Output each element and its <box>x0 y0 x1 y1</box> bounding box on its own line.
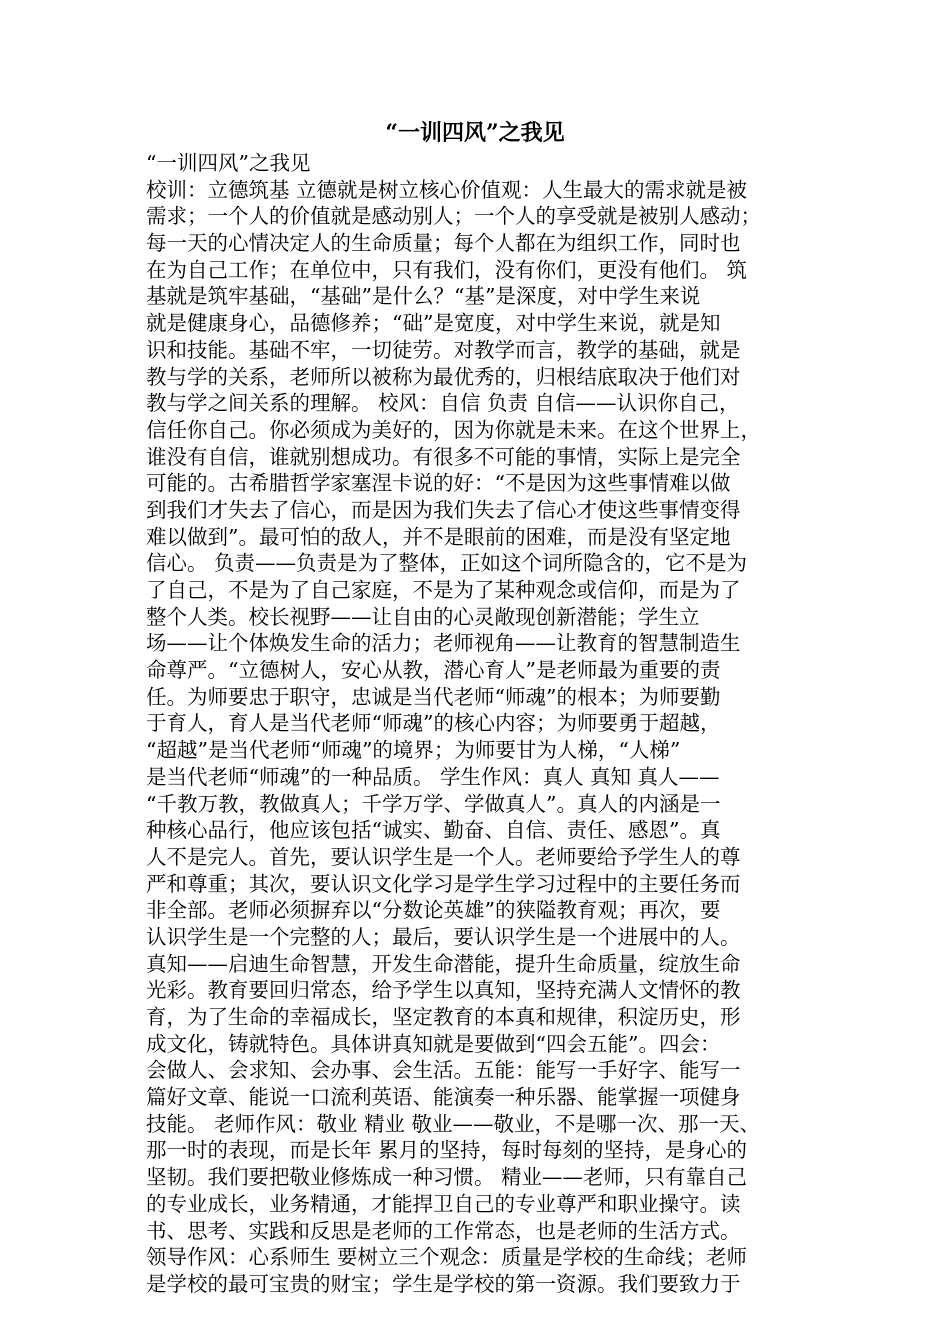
body-line: 篇好文章、能说一口流利英语、能演奏一种乐器、能掌握一项健身 <box>146 1085 741 1110</box>
body-line: 育，为了生命的幸福成长，坚定教育的本真和规律，积淀历史，形 <box>146 1005 741 1029</box>
body-line: 会做人、会求知、会办事、会生活。五能：能写一手好字、能写一 <box>146 1058 741 1083</box>
body-line: 成文化，铸就特色。具体讲真知就是要做到“四会五能”。四会： <box>146 1031 721 1056</box>
body-line: 任。为师要忠于职守，忠诚是当代老师“师魂”的根本；为师要勤 <box>146 684 721 709</box>
body-line: 的专业成长，业务精通，才能捍卫自己的专业尊严和职业操守。读 <box>146 1191 741 1216</box>
body-line: 信心。 负责——负责是为了整体，正如这个词所隐含的，它不是为 <box>146 551 748 576</box>
document-body <box>146 150 816 1298</box>
body-line: 种核心品行，他应该包括“诚实、勤奋、自信、责任、感恩”。真 <box>146 818 721 843</box>
body-line: 到我们才失去了信心，而是因为我们失去了信心才使这些事情变得 <box>146 497 741 522</box>
document-title: “一训四风”之我见 <box>385 120 565 146</box>
body-line: 命尊严。“立德树人，安心从教，潜心育人”是老师最为重要的责 <box>146 658 721 683</box>
body-line: 难以做到”。最可怕的敌人，并不是眼前的困难，而是没有坚定地 <box>146 524 731 549</box>
body-line: 了自己，不是为了自己家庭，不是为了某种观念或信仰，而是为了 <box>146 578 741 602</box>
body-line: 真知——启迪生命智慧，开发生命潜能，提升生命质量，绽放生命 <box>146 951 741 976</box>
body-line: 整个人类。校长视野——让自由的心灵敞现创新潜能；学生立 <box>146 604 700 629</box>
body-line: 那一时的表现，而是长年 累月的坚持，每时每刻的坚持，是身心的 <box>146 1138 748 1163</box>
body-line: 技能。 老师作风：敬业 精业 敬业——敬业，不是哪一次、那一天、 <box>146 1111 761 1136</box>
body-line: 人不是完人。首先，要认识学生是一个人。老师要给予学生人的尊 <box>146 844 741 869</box>
body-line: 光彩。教育要回归常态，给予学生以真知，坚持充满人文情怀的教 <box>146 978 741 1003</box>
body-line: 可能的。古希腊哲学家塞涅卡说的好：“不是因为这些事情难以做 <box>146 471 731 496</box>
body-line: 在为自己工作；在单位中，只有我们，没有你们，更没有他们。 筑 <box>146 257 748 282</box>
body-line: 基就是筑牢基础，“基础”是什么？“基”是深度，对中学生来说 <box>146 284 701 309</box>
body-line: 认识学生是一个完整的人；最后，要认识学生是一个进展中的人。 <box>146 924 741 949</box>
body-line: 信任你自己。你必须成为美好的，因为你就是未来。在这个世界上， <box>146 417 761 442</box>
body-line: 书、思考、实践和反思是老师的工作常态，也是老师的生活方式。 <box>146 1218 741 1243</box>
body-line: 校训：立德筑基 立德就是树立核心价值观：人生最大的需求就是被 <box>146 177 748 202</box>
body-line: 就是健康身心，品德修养；“础”是宽度，对中学生来说，就是知 <box>146 311 721 336</box>
body-line: 是学校的最可宝贵的财宝；学生是学校的第一资源。我们要致力于 <box>146 1271 741 1296</box>
body-line: 领导作风：心系师生 要树立三个观念：质量是学校的生命线；老师 <box>146 1245 748 1270</box>
body-line: 于育人，育人是当代老师“师魂”的核心内容；为师要勇于超越， <box>146 711 721 736</box>
body-line: “一训四风”之我见 <box>146 151 311 175</box>
body-line: 教与学之间关系的理解。 校风：自信 负责 自信——认识你自己， <box>146 391 740 416</box>
body-line: 严和尊重；其次，要认识文化学习是学生学习过程中的主要任务而 <box>146 871 741 896</box>
body-line: 教与学的关系，老师所以被称为最优秀的，归根结底取决于他们对 <box>146 364 741 389</box>
body-line: 非全部。老师必须摒弃以“分数论英雄”的狭隘教育观；再次，要 <box>146 898 721 923</box>
body-line: 是当代老师“师魂”的一种品质。 学生作风：真人 真知 真人—— <box>146 764 720 789</box>
body-line: 识和技能。基础不牢，一切徒劳。对教学而言，教学的基础，就是 <box>146 337 741 362</box>
body-line: “千教万教，教做真人；千学万学、学做真人”。真人的内涵是一 <box>146 791 721 816</box>
body-line: 每一天的心情决定人的生命质量；每个人都在为组织工作，同时也 <box>146 231 741 256</box>
body-line: 场——让个体焕发生命的活力；老师视角——让教育的智慧制造生 <box>146 631 741 656</box>
body-line: 需求；一个人的价值就是感动别人；一个人的享受就是被别人感动； <box>146 204 761 229</box>
body-line: 谁没有自信，谁就别想成功。有很多不可能的事情，实际上是完全 <box>146 444 741 469</box>
body-line: 坚韧。我们要把敬业修炼成一种习惯。 精业——老师，只有靠自己 <box>146 1165 748 1190</box>
body-line: “超越”是当代老师“师魂”的境界；为师要甘为人梯，“人梯” <box>146 738 681 763</box>
